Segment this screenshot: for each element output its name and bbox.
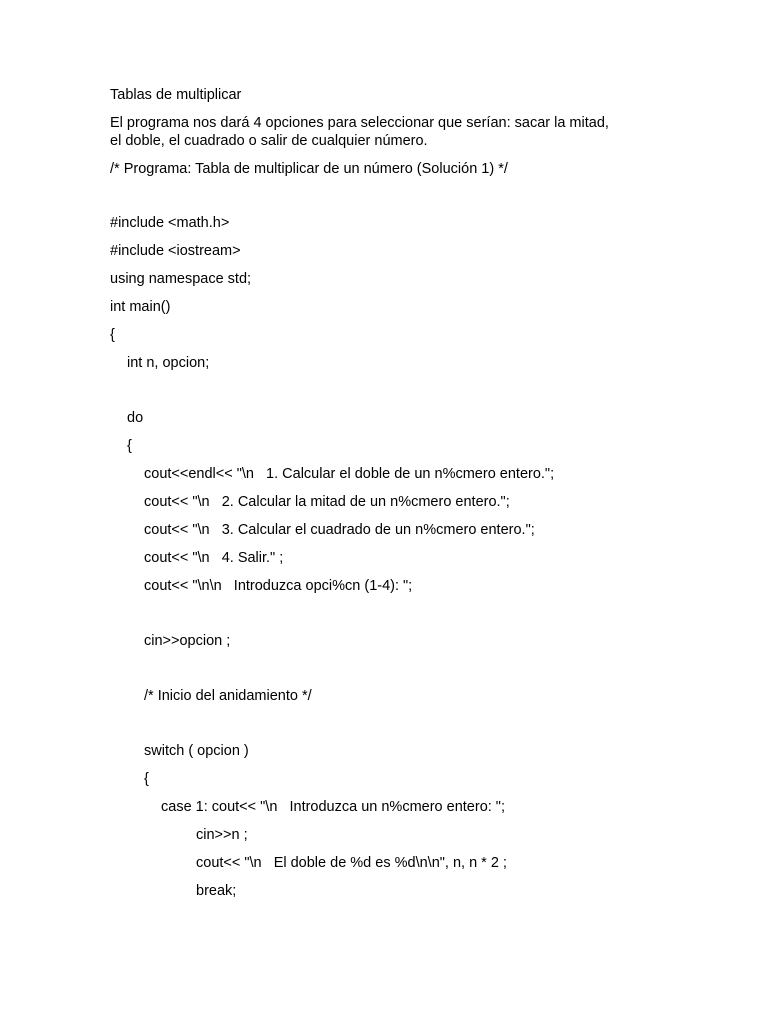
code-line: case 1: cout<< "\n Introduzca un n%cmero entero: ";	[161, 799, 505, 815]
code-line: #include <iostream>	[110, 243, 241, 259]
code-line: int main()	[110, 299, 171, 315]
intro-text-line-2: el doble, el cuadrado o salir de cualquier número.	[110, 133, 428, 149]
code-line: break;	[196, 883, 237, 899]
code-line: switch ( opcion )	[144, 743, 249, 759]
intro-text-line-1: El programa nos dará 4 opciones para seleccionar que serían: sacar la mitad,	[110, 115, 609, 131]
code-line: do	[127, 410, 144, 426]
code-line: {	[127, 438, 132, 454]
code-line: cout<< "\n 2. Calcular la mitad de un n%cmero entero.";	[144, 494, 510, 510]
code-line: int n, opcion;	[127, 355, 210, 371]
code-line: cout<< "\n\n Introduzca opci%cn (1-4): ";	[144, 578, 413, 594]
code-line: cout<< "\n 4. Salir." ;	[144, 550, 284, 566]
code-line: cin>>opcion ;	[144, 633, 231, 649]
code-line: #include <math.h>	[110, 215, 230, 231]
program-comment: /* Programa: Tabla de multiplicar de un número (Solución 1) */	[110, 161, 508, 177]
code-line: cin>>n ;	[196, 827, 248, 843]
code-line: cout<< "\n 3. Calcular el cuadrado de un n%cmero entero.";	[144, 522, 535, 538]
document-title: Tablas de multiplicar	[110, 87, 242, 103]
code-line: using namespace std;	[110, 271, 252, 287]
code-line: cout<< "\n El doble de %d es %d\n\n", n, n * 2 ;	[196, 855, 507, 871]
code-line: {	[110, 327, 115, 343]
code-line: /* Inicio del anidamiento */	[144, 688, 312, 704]
code-line: {	[144, 771, 149, 787]
code-line: cout<<endl<< "\n 1. Calcular el doble de un n%cmero entero.";	[144, 466, 555, 482]
